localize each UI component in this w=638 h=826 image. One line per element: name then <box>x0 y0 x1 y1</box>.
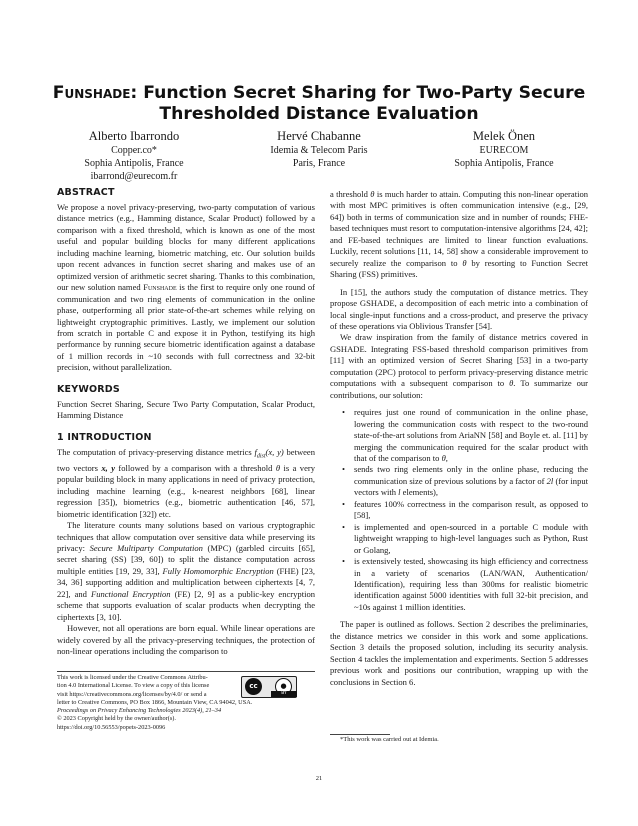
title-rest: : Function Secret Sharing for Two-Party Secure <box>130 83 586 103</box>
author-location: Sophia Antipolis, France <box>454 158 554 169</box>
title-system-name: Funshade <box>52 83 131 103</box>
license-block: This work is licensed under the Creative Commons Attribu- tion 4.0 International License. To view a copy of this license visit https://creativecommons.org/licenses/by/4.0/ or send a letter to Creative Commons, PO Box 1866, Mountain View, CA 94042, USA. Proceedings on Privacy Enhancing Technologies 2023(4), 21–34 © 2023 Copyright held by the owner/author(s). https://doi.org/10.56553/popets-2023-0096 cc ● BY <box>57 674 315 732</box>
paper-title <box>40 83 598 125</box>
intro-paragraph-3: However, not all operations are born equal. While linear operations are widely covered by all the privacy-preserving techniques, the protection of non-linear operations including the comparison to <box>57 623 315 657</box>
left-column <box>57 186 315 658</box>
footnote-divider <box>330 734 390 735</box>
author-location: Sophia Antipolis, France <box>84 158 184 169</box>
author-email[interactable]: ibarrond@eurecom.fr <box>90 171 178 182</box>
author-name: Melek Önen <box>472 129 536 143</box>
license-divider <box>57 671 315 672</box>
attribution-person-icon: ● <box>275 678 292 695</box>
right-paragraph-1: a threshold θ is much harder to attain. Computing this non-linear operation with most MPC primitives is often communication intensive (e.g., [29, 64]) both in terms of communication size and in number of rounds; FHE-based techniques must resort to computation-intensive algorithms [24, 42]; and FE-based techniques are limited to linear function evaluations. Luckily, recent solutions [11, 14, 58] show a considerable improvement to securely realize the comparison to θ by resorting to Function Secret Sharing (FSS) primitives. <box>330 189 588 280</box>
introduction-heading: 1 INTRODUCTION <box>57 431 152 443</box>
list-item: • sends two ring elements only in the online phase, reducing the communication size of previous solutions by a factor of 2l (for input vectors with l elements), <box>354 464 588 498</box>
cc-icon: cc <box>245 678 262 695</box>
author-3 <box>424 128 584 170</box>
proceedings-line: Proceedings on Privacy Enhancing Technologies 2023(4), 21–34 <box>57 707 222 715</box>
intro-paragraph-1: The computation of privacy-preserving distance metrics $f_{dist}(x$, y) between two vectors x, y followed by a comparison with a threshold θ is a very popular building block in many applications in need of privacy protection, including machine learning (e.g., k-nearest neighbors [68], linear regression [35]), biometrics (e.g., biometric authentication [46, 57], biometric identification [32]) etc. <box>57 446 315 519</box>
author-location: Paris, France <box>292 158 346 169</box>
keywords-text: Function Secret Sharing, Secure Two Party Computation, Scalar Product, Hamming Distance <box>57 398 315 421</box>
keywords-heading: KEYWORDS <box>57 383 120 395</box>
list-item: • is extensively tested, showcasing its high efficiency and correctness in a variety of scenarios (LAN/WAN, Authentication/ Identification), requiring less than 300ms for realistic biometric identification against 5000 identities with full 32-bit precision, and ~10s against 1 million identities. <box>354 556 588 613</box>
right-column <box>330 189 588 688</box>
doi-link[interactable]: https://doi.org/10.56553/popets-2023-0096 <box>57 723 166 731</box>
list-item: • requires just one round of communication in the online phase, lowering the communication costs with respect to the two-round state-of-the-art solutions from AriaNN [58] and Boyle et. al. [11] by merging the communication required for the scalar product with that of the comparison to θ, <box>354 407 588 464</box>
right-paragraph-3: We draw inspiration from the family of distance metrics covered in GSHADE. Integrating FSS-based threshold comparison primitives from [11] with an optimized version of Secret Sharing [53] in a two-party computation (2PC) protocol to perform privacy-preserving distance metric computations with a subsequent comparison to θ. To summarize our contributions, our solution: <box>330 332 588 400</box>
list-item: • is implemented and open-sourced in a portable C module with lightweight wrapping to high-level languages such as Python, Rust or Golang, <box>354 522 588 556</box>
contributions-list <box>330 407 588 613</box>
author-name: Hervé Chabanne <box>277 129 361 143</box>
author-1 <box>54 128 214 183</box>
right-paragraph-4: The paper is outlined as follows. Section 2 describes the preliminaries, the distance metrics we consider in this work and some applications. Section 3 details the proposed solution, including its security analysis. Section 4 tackles the implementation and experiments. Section 5 addresses previous work and positions our contribution, wrapping up with the conclusions in Section 6. <box>330 619 588 687</box>
author-affiliation: EURECOM <box>479 145 529 156</box>
author-affiliation: Copper.co* <box>111 145 157 156</box>
cc-by-label: BY <box>271 691 297 697</box>
list-item: • features 100% correctness in the comparison result, as opposed to [58], <box>354 499 588 522</box>
abstract-text: We propose a novel privacy-preserving, two-party computation of various distance metrics (e.g., Hamming distance, Scalar Product) followed by a comparison with a fixed threshold, which is known as one of the most useful and popular building blocks for many different applications including machine learning, biometric matching, etc. Our solution builds upon recent advances in function secret sharing and makes use of an optimized version of arithmetic secret sharing. Thanks to this combination, our new solution named Funshade is the first to require only one round of communication and two ring elements of communication in the online phase, outperforming all prior state-of-the-art schemes while relying on lightweight cryptographic primitives. Lastly, we implement our solution from scratch in portable C and expose it in Python, testifying its high performance by running secure biometric identification against a database of 1 million records in ~10 seconds with full correctness and 32-bit precision, without parallelization. <box>57 202 315 373</box>
abstract-heading: ABSTRACT <box>57 187 115 198</box>
title-line2: Thresholded Distance Evaluation <box>159 104 479 124</box>
author-affiliation: Idemia & Telecom Paris <box>270 145 368 156</box>
right-paragraph-2: In [15], the authors study the computation of distance metrics. They propose GSHADE, a decomposition of each metric into a combination of local single-input functions and a cross-product, and preserve the privacy of these operations via Oblivious Transfer [54]. <box>330 286 588 331</box>
cc-by-license-badge[interactable] <box>241 676 297 698</box>
author-block <box>54 128 584 188</box>
intro-paragraph-2: The literature counts many solutions based on various cryptographic techniques that allow computation over sensitive data while preserving its privacy: Secure Multiparty Computation (MPC) (garbled circuits [65], secret sharing (SS) [39, 60]) to split the distance computation across multiple entities [19, 29, 33], Fully Homomorphic Encryption (FHE) [23, 34, 36] supporting addition and multiplication between ciphertexts [4, 7, 22], and Functional Encryption (FE) [2, 9] as a public-key encryption scheme that supports evaluation of scalar products when decrypting the ciphertexts [3, 10]. <box>57 520 316 622</box>
author-name: Alberto Ibarrondo <box>88 129 180 143</box>
footnote: *This work was carried out at Idemia. <box>340 736 439 743</box>
author-2 <box>239 128 399 170</box>
page-number: 21 <box>315 775 323 782</box>
